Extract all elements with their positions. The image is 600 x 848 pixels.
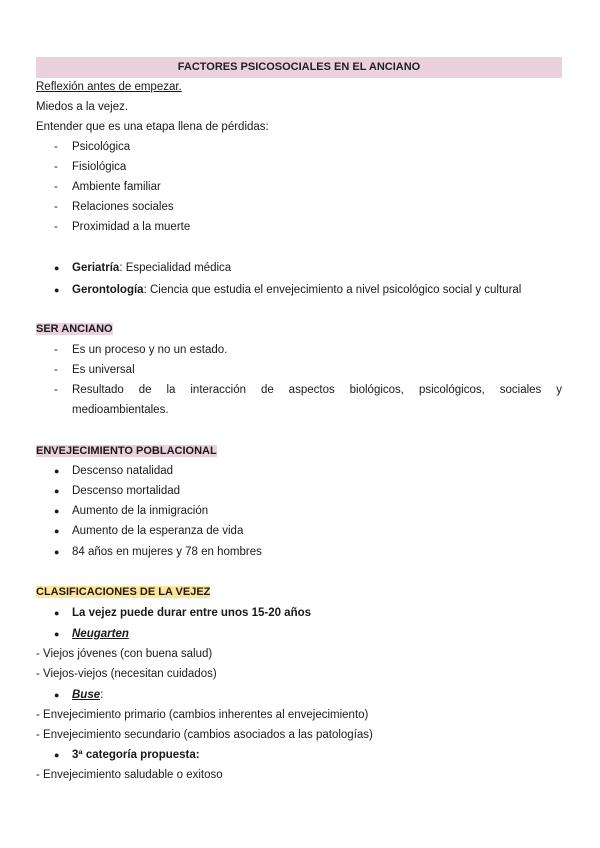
buse-name: Buse — [72, 689, 101, 701]
list-item: - Envejecimiento primario (cambios inherentes al envejecimiento) — [36, 709, 369, 721]
bullet-icon: ● — [54, 486, 60, 496]
list-item: Es un proceso y no un estado. — [72, 344, 228, 356]
neugarten-label: Neugarten — [72, 628, 129, 640]
bullet-icon: ● — [54, 629, 60, 639]
list-item: Ambiente familiar — [72, 181, 161, 193]
third-category-label: 3ª categoría propuesta: — [72, 749, 200, 761]
page-title: FACTORES PSICOSOCIALES EN EL ANCIANO — [36, 57, 562, 78]
section-heading-envejecimiento — [36, 443, 217, 459]
list-item-justified: Resultado de la interacción de aspectos biológicos, psicológicos, sociales y — [72, 384, 562, 396]
dash-marker: - — [54, 364, 58, 376]
list-item: Psicológica — [72, 141, 131, 153]
term-desc: : Especialidad médica — [119, 262, 232, 274]
list-item: Descenso natalidad — [72, 465, 174, 477]
dash-marker: - — [54, 181, 58, 193]
section-heading-ser-anciano — [36, 321, 113, 337]
list-item: - Envejecimiento secundario (cambios asociados a las patologías) — [36, 729, 373, 741]
bullet-icon: ● — [54, 466, 60, 476]
buse-colon: : — [100, 689, 104, 701]
bullet-icon: ● — [54, 547, 60, 557]
bullet-icon: ● — [54, 608, 60, 618]
fears-text: Miedos a la vejez. — [36, 101, 129, 113]
heading-highlight: ENVEJECIMIENTO POBLACIONAL — [36, 445, 217, 457]
bullet-icon: ● — [54, 750, 60, 760]
bullet-icon: ● — [54, 285, 60, 295]
list-item: Fisiológica — [72, 161, 127, 173]
dash-marker: - — [54, 201, 58, 213]
reflection-text: Reflexión antes de empezar. — [36, 81, 182, 93]
duration-text: La vejez puede durar entre unos 15-20 años — [72, 607, 312, 619]
dash-marker: - — [54, 141, 58, 153]
list-item: Es universal — [72, 364, 135, 376]
list-item: Aumento de la esperanza de vida — [72, 525, 244, 537]
list-item: Aumento de la inmigración — [72, 505, 209, 517]
bullet-icon: ● — [54, 526, 60, 536]
list-item: Relaciones sociales — [72, 201, 174, 213]
dash-marker: - — [54, 344, 58, 356]
dash-marker: - — [54, 384, 58, 396]
term: Geriatría — [72, 262, 120, 274]
list-item: - Viejos jóvenes (con buena salud) — [36, 648, 213, 660]
definition-gerontologia — [72, 282, 521, 298]
list-item: Proximidad a la muerte — [72, 221, 191, 233]
dash-marker: - — [54, 221, 58, 233]
definition-geriatria — [72, 260, 231, 276]
heading-highlight: CLASIFICACIONES DE LA VEJEZ — [36, 586, 211, 598]
section-heading-clasificaciones — [36, 584, 210, 600]
bullet-icon: ● — [54, 690, 60, 700]
dash-marker: - — [54, 161, 58, 173]
understand-text: Entender que es una etapa llena de pérdidas: — [36, 121, 269, 133]
term: Gerontología — [72, 284, 144, 296]
term-desc: : Ciencia que estudia el envejecimiento a nivel psicológico social y cultural — [143, 284, 522, 296]
list-item: - Envejecimiento saludable o exitoso — [36, 769, 223, 781]
list-item: - Viejos-viejos (necesitan cuidados) — [36, 668, 217, 680]
bullet-icon: ● — [54, 506, 60, 516]
list-item: 84 años en mujeres y 78 en hombres — [72, 546, 262, 558]
heading-highlight: SER ANCIANO — [36, 323, 113, 335]
bullet-icon: ● — [54, 263, 60, 273]
list-item-continuation: medioambientales. — [72, 404, 169, 416]
list-item: Descenso mortalidad — [72, 485, 181, 497]
buse-label — [72, 687, 103, 703]
